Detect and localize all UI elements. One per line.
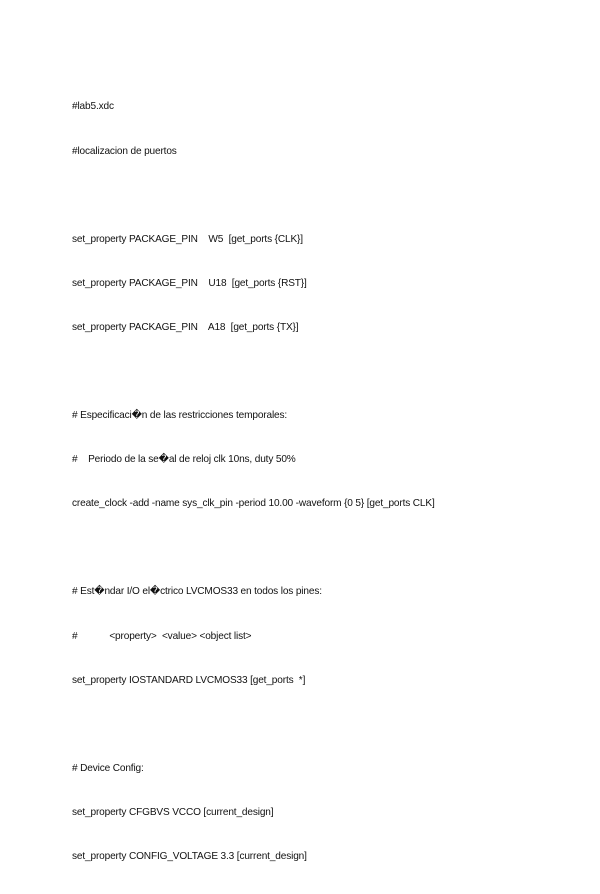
clock-period-comment: # Periodo de la se�al de reloj clk 10ns, duty 50% (72, 454, 296, 466)
pin-assignment-rst: set_property PACKAGE_PIN U18 [get_ports {RST}] (72, 277, 307, 289)
create-clock-command: create_clock -add -name sys_clk_pin -period 10.00 -waveform {0 5} [get_ports CLK] (72, 498, 435, 510)
iostandard-command: set_property IOSTANDARD LVCMOS33 [get_ports *] (72, 674, 306, 686)
cfgbvs-command: set_property CFGBVS VCCO [current_design] (72, 806, 274, 818)
xdc-file-content (72, 71, 435, 894)
blank-line (72, 365, 435, 380)
section-comment-port-location: #localizacion de puertos (72, 145, 177, 157)
blank-line (72, 541, 435, 556)
pin-assignment-clk: set_property PACKAGE_PIN W5 [get_ports {CLK}] (72, 233, 303, 245)
pin-assignment-tx: set_property PACKAGE_PIN A18 [get_ports {TX}] (72, 321, 299, 333)
device-config-comment: # Device Config: (72, 762, 144, 774)
iostandard-syntax-comment: # <property> <value> <object list> (72, 630, 252, 642)
iostandard-section-comment: # Est�ndar I/O el�ctrico LVCMOS33 en todos los pines: (72, 586, 322, 598)
timing-section-comment: # Especificaci�n de las restricciones temporales: (72, 410, 288, 422)
config-voltage-command: set_property CONFIG_VOLTAGE 3.3 [current_design] (72, 851, 307, 862)
filename-comment: #lab5.xdc (72, 101, 114, 113)
blank-line (72, 189, 435, 204)
blank-line (72, 718, 435, 733)
